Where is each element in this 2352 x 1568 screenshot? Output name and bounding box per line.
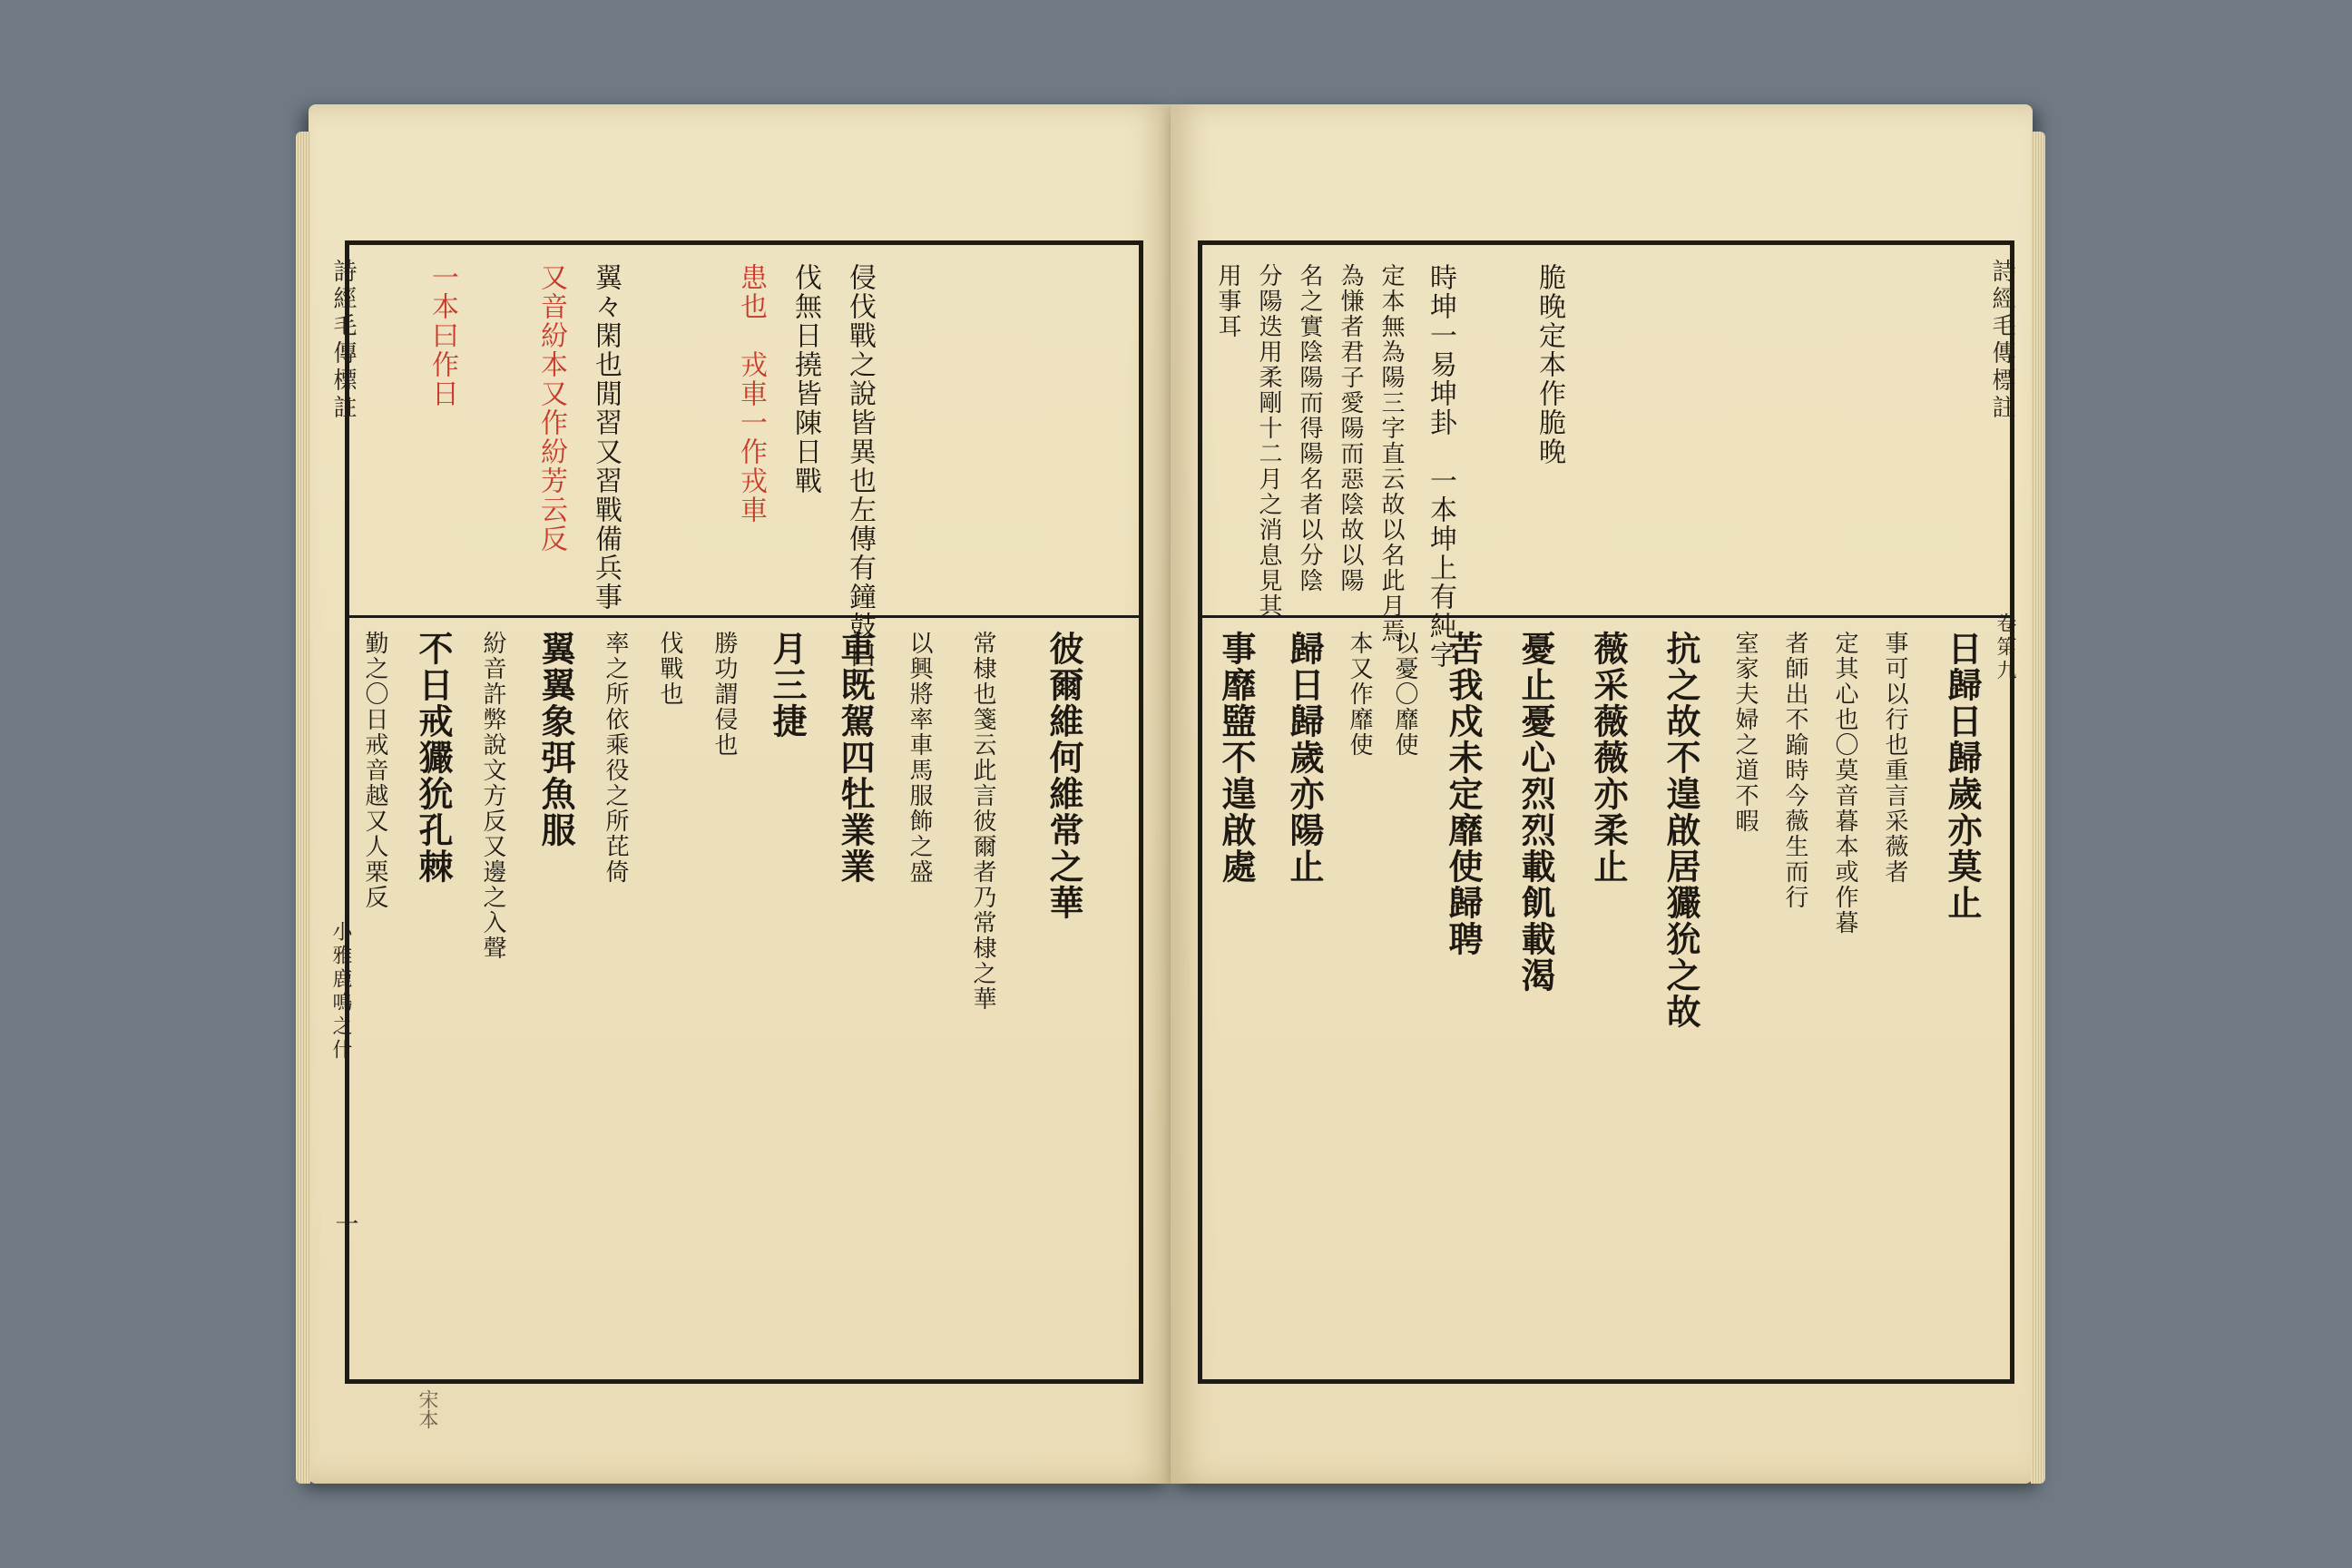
right-body-col-10: 者師出不踰時今薇生而行: [1781, 631, 1808, 910]
left-headnote-6: 侵伐戰之說皆異也左傳有鐘鼓曰: [844, 263, 876, 670]
book-spread: [309, 86, 2033, 1502]
right-text-frame: [1198, 240, 2014, 1384]
right-headnote-6: 分陽迭用柔剛十二月之消息見其: [1255, 263, 1282, 619]
right-body-col-1: 事靡盬不遑啟處: [1216, 631, 1257, 885]
left-body-col-8: 月三捷: [767, 631, 808, 740]
right-headnote-5: 名之實陰陽而得陽名者以分陰: [1296, 263, 1323, 593]
page-edges-left: [296, 132, 310, 1484]
left-page-number: 一: [331, 1211, 358, 1235]
page-edges-right: [2031, 132, 2045, 1484]
left-body-col-9: 車既駕四牡業業: [835, 631, 876, 885]
right-body-col-7: 薇采薇薇亦柔止: [1588, 631, 1629, 885]
right-body-col-3: 本又作靡使: [1346, 631, 1373, 758]
right-body-col-5: 苦我戍未定靡使歸聘: [1443, 631, 1484, 957]
right-body-col-2: 歸日歸歲亦陽止: [1284, 631, 1325, 885]
right-body-col-4: 以憂〇靡使: [1391, 631, 1418, 758]
right-margin-sub: 卷第九: [1994, 612, 2016, 683]
left-body-col-10: 以興將率車馬服飾之盛: [906, 631, 933, 885]
left-body-col-7: 勝功謂侵也: [710, 631, 738, 758]
right-header-rule: [1202, 615, 2010, 618]
left-headnote-1: 一本曰作日: [426, 263, 458, 408]
left-header-rule: [349, 615, 1139, 618]
right-body-col-13: 日歸日歸歲亦莫止: [1942, 631, 1983, 921]
left-margin-sub: 小雅鹿鳴之什: [329, 921, 352, 1063]
left-body-col-4: 翼翼象弭魚服: [535, 631, 576, 848]
right-margin-title: 詩經毛傳標註: [1988, 259, 2015, 422]
left-text-frame: [345, 240, 1143, 1384]
right-headnote-2: 時坤一易坤卦 一本坤上有純字: [1425, 263, 1456, 670]
left-body-col-2: 不日戒玁狁孔棘: [413, 631, 454, 885]
left-margin-title: 詩經毛傳標註: [329, 259, 357, 422]
right-headnote-7: 用事耳: [1214, 263, 1241, 339]
right-body-col-11: 定其心也〇莫音暮本或作暮: [1831, 631, 1858, 936]
left-body-col-1: 勤之〇日戒音越又人栗反: [361, 631, 388, 910]
bottom-stamp: 宋本: [416, 1389, 438, 1429]
left-body-col-11: 常棣也箋云此言彼爾者乃常棣之華: [969, 631, 996, 1012]
left-headnote-4: 患也 戎車一作戎車: [735, 263, 767, 524]
right-body-col-12: 事可以行也重言采薇者: [1881, 631, 1908, 885]
left-headnote-3: 翼々閑也閒習又習戰備兵事: [590, 263, 622, 612]
left-body-col-12: 彼爾維何維常之華: [1044, 631, 1084, 921]
right-body-col-6: 憂止憂心烈烈載飢載渴: [1515, 631, 1556, 994]
right-body-col-9: 室家夫婦之道不暇: [1731, 631, 1759, 834]
left-headnote-5: 伐無日撓皆陳日戰: [789, 263, 821, 495]
left-body-col-6: 伐戰也: [656, 631, 683, 707]
left-body-col-5: 率之所依乘役之所芘倚: [602, 631, 629, 885]
left-headnote-2: 又音紛本又作紛芳云反: [535, 263, 567, 554]
right-page: [1171, 104, 2033, 1484]
right-body-col-8: 抗之故不遑啟居玁狁之故: [1661, 631, 1701, 1030]
left-body-col-3: 紛音許弊說文方反又邊之入聲: [479, 631, 506, 961]
right-headnote-1: 脆晚定本作脆晚: [1534, 263, 1565, 466]
left-page: [309, 104, 1171, 1484]
right-headnote-4: 為慊者君子愛陽而惡陰故以陽: [1337, 263, 1364, 593]
right-headnote-3: 定本無為陽三字直云故以名此月焉: [1377, 263, 1405, 644]
